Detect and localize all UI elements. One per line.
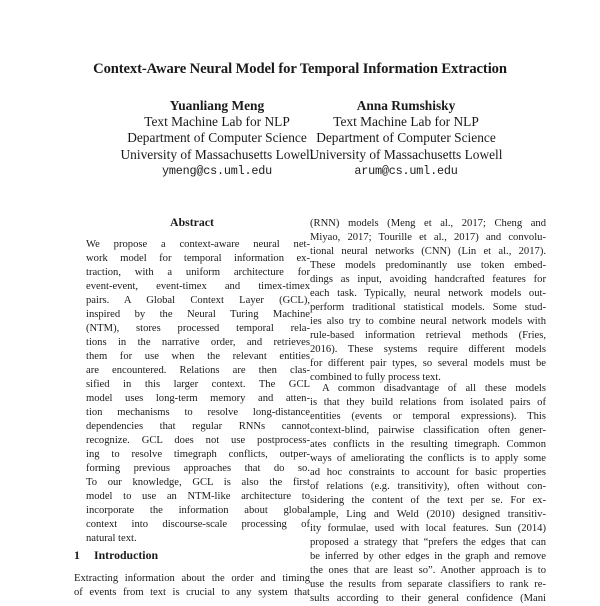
abstract-line: natural text.: [86, 533, 137, 544]
body-line: rule-based information retrieval methods (Fries,: [310, 330, 546, 341]
abstract-line: sified in this larger context. The GCL: [86, 379, 310, 390]
intro-line: of events from text is crucial to any system that: [74, 587, 310, 598]
body-line: entities (events or temporal expressions). This: [310, 411, 546, 422]
abstract-line: work model for temporal information ex-: [86, 253, 310, 264]
abstract-line: tions in the narrative order, and retrieves: [86, 337, 310, 348]
abstract-line: recognize. GCL does not use postprocess-: [86, 435, 310, 446]
abstract-line: event-event, event-timex and timex-timex: [86, 281, 310, 292]
abstract-line: them for use when the relevant entities: [86, 351, 310, 362]
body-line: ity formulae, used with local features. Sun (2014): [310, 523, 546, 534]
body-line: ways of ameliorating the conflicts is to apply some: [310, 453, 546, 464]
body-line: context-blind, pairwise classification often gener-: [310, 425, 546, 436]
abstract-line: model uses long-term memory and atten-: [86, 393, 310, 404]
author-email: arum@cs.uml.edu: [354, 163, 458, 178]
author-block-2: [286, 98, 526, 179]
abstract-line: To our knowledge, GCL is also the first: [86, 477, 310, 488]
body-line: is that they build relations from isolated pairs of: [310, 397, 546, 408]
abstract-line: ing to resolve timegraph conflicts, outper-: [86, 449, 310, 460]
author-department: Department of Computer Science: [127, 130, 307, 146]
abstract-line: tion mechanisms to resolve long-distance: [86, 407, 310, 418]
body-line: ies also try to combine neural network models with: [310, 316, 546, 327]
abstract-line: are encountered. Relations are then clas-: [86, 365, 310, 376]
section-heading-introduction: [74, 548, 310, 562]
author-department: Department of Computer Science: [316, 130, 496, 146]
abstract-line: forming previous approaches that do so.: [86, 463, 310, 474]
author-email: ymeng@cs.uml.edu: [161, 163, 273, 178]
paper-title: Context-Aware Neural Model for Temporal Information Extraction: [93, 61, 507, 77]
body-line: each task. Typically, neural network models out-: [310, 288, 546, 299]
body-line: Miyao, 2017; Tourille et al., 2017) and convolu-: [310, 232, 546, 243]
abstract-line: incorporate the information about global: [86, 505, 310, 516]
abstract-line: traction, with a uniform architecture for: [86, 267, 310, 278]
author-lab: Text Machine Lab for NLP: [333, 114, 479, 130]
author-lab: Text Machine Lab for NLP: [144, 114, 290, 130]
body-line: the ones that are least so”. Another approach is to: [310, 565, 546, 576]
section-number: 1: [74, 548, 80, 562]
body-line: perform traditional statistical models. Some stud-: [310, 302, 546, 313]
intro-line: Extracting information about the order and timing: [74, 573, 310, 584]
body-line: sidering the content of the text per se. For ex-: [310, 495, 546, 506]
author-name: Anna Rumshisky: [356, 98, 456, 113]
body-line: of relations (e.g. transitivity), often without con-: [310, 481, 546, 492]
author-university: University of Massachusetts Lowell: [120, 146, 314, 162]
abstract-line: We propose a context-aware neural net-: [86, 239, 310, 250]
body-line: sults according to their general confidence (Mani: [310, 593, 546, 604]
body-line: ample, Ling and Weld (2010) designed transitiv-: [310, 509, 546, 520]
body-line: combined to fully process text.: [310, 372, 441, 383]
abstract-line: (NTM), stores processed temporal rela-: [86, 323, 310, 334]
body-line: These models predominantly use token embed-: [310, 260, 546, 271]
abstract-line: dependencies that regular RNNs cannot: [86, 421, 310, 432]
abstract-heading: Abstract: [170, 215, 214, 229]
body-line: be inferred by other edges in the graph and remove: [310, 551, 546, 562]
body-line: dings as input, avoiding handcrafted features for: [310, 274, 546, 285]
author-university: University of Massachusetts Lowell: [309, 146, 503, 162]
section-title: Introduction: [94, 548, 159, 562]
abstract-line: pairs. A Global Context Layer (GCL),: [86, 295, 310, 306]
body-line: for different pair types, so several models must be: [310, 358, 546, 369]
author-name: Yuanliang Meng: [169, 98, 265, 113]
body-line: tional neural networks (CNN) (Lin et al., 2017).: [310, 246, 546, 257]
abstract-line: model to use an NTM-like architecture to: [86, 491, 310, 502]
body-line: ad hoc constraints to account for basic properties: [310, 467, 546, 478]
body-line: A common disadvantage of all these models: [322, 383, 546, 394]
body-line: 2016). These systems require different models: [310, 344, 546, 355]
body-line: use the results from separate classifiers to rank re-: [310, 579, 546, 590]
body-line: ates conflicts in the resulting timegraph. Common: [310, 439, 546, 450]
body-line: (RNN) models (Meng et al., 2017; Cheng and: [310, 218, 546, 229]
abstract-line: inspired by the Neural Turing Machine: [86, 309, 310, 320]
abstract-line: context into discourse-scale processing of: [86, 519, 310, 530]
body-line: proposed a strategy that “prefers the edges that can: [310, 537, 546, 548]
